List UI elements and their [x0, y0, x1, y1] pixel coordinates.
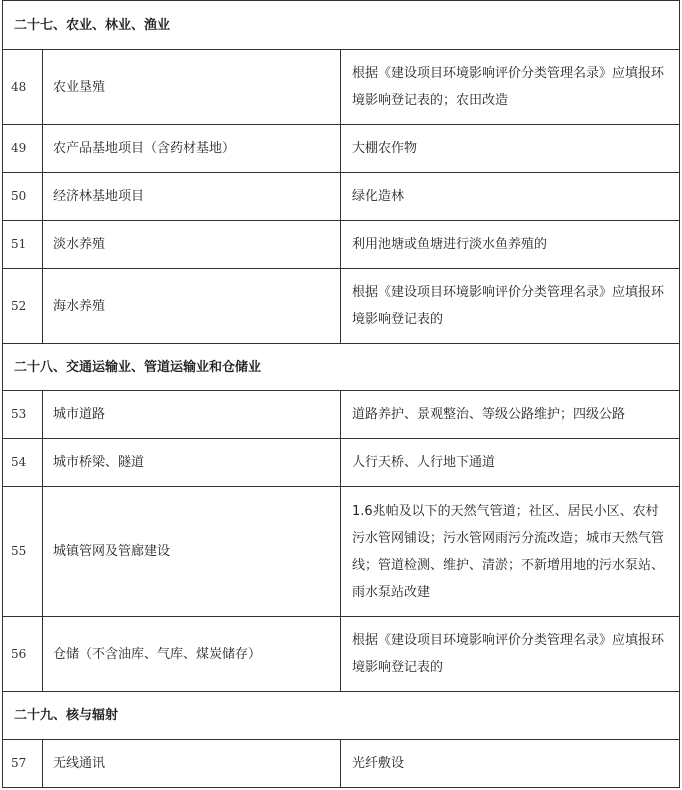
table-row: [3, 269, 680, 344]
section-title: 二十八、交通运输业、管道运输业和仓储业: [3, 344, 680, 391]
table-row: [3, 221, 680, 269]
project-name: 农产品基地项目（含药材基地）: [43, 125, 341, 173]
project-description: 人行天桥、人行地下通道: [341, 439, 680, 487]
table-row: [3, 487, 680, 617]
row-number: 57: [3, 740, 43, 788]
section-header-row: [3, 1, 680, 50]
project-description: 利用池塘或鱼塘进行淡水鱼养殖的: [341, 221, 680, 269]
project-description: 根据《建设项目环境影响评价分类管理名录》应填报环境影响登记表的: [341, 617, 680, 692]
table-row: [3, 391, 680, 439]
project-description: 根据《建设项目环境影响评价分类管理名录》应填报环境影响登记表的: [341, 269, 680, 344]
row-number: 55: [3, 487, 43, 617]
project-description: 1.6兆帕及以下的天然气管道；社区、居民小区、农村污水管网铺设；污水管网雨污分流改造；城市天然气管线；管道检测、维护、清淤；不新增用地的污水泵站、雨水泵站改建: [341, 487, 680, 617]
project-name: 仓储（不含油库、气库、煤炭储存）: [43, 617, 341, 692]
table-row: [3, 50, 680, 125]
project-name: 城市桥梁、隧道: [43, 439, 341, 487]
project-description: 绿化造林: [341, 173, 680, 221]
project-name: 城市道路: [43, 391, 341, 439]
row-number: 51: [3, 221, 43, 269]
row-number: 50: [3, 173, 43, 221]
table-row: [3, 173, 680, 221]
row-number: 53: [3, 391, 43, 439]
table-row: [3, 439, 680, 487]
row-number: 52: [3, 269, 43, 344]
table-row: [3, 125, 680, 173]
project-name: 海水养殖: [43, 269, 341, 344]
project-description: 光纤敷设: [341, 740, 680, 788]
project-description: 道路养护、景观整治、等级公路维护；四级公路: [341, 391, 680, 439]
row-number: 56: [3, 617, 43, 692]
project-name: 农业垦殖: [43, 50, 341, 125]
row-number: 54: [3, 439, 43, 487]
project-name: 经济林基地项目: [43, 173, 341, 221]
section-header-row: [3, 692, 680, 740]
project-table: [2, 0, 680, 788]
row-number: 48: [3, 50, 43, 125]
table-row: [3, 617, 680, 692]
section-title: 二十七、农业、林业、渔业: [3, 1, 680, 50]
project-name: 城镇管网及管廊建设: [43, 487, 341, 617]
project-name: 无线通讯: [43, 740, 341, 788]
project-description: 大棚农作物: [341, 125, 680, 173]
project-description: 根据《建设项目环境影响评价分类管理名录》应填报环境影响登记表的；农田改造: [341, 50, 680, 125]
table-row: [3, 740, 680, 788]
row-number: 49: [3, 125, 43, 173]
section-title: 二十九、核与辐射: [3, 692, 680, 740]
section-header-row: [3, 344, 680, 391]
project-name: 淡水养殖: [43, 221, 341, 269]
